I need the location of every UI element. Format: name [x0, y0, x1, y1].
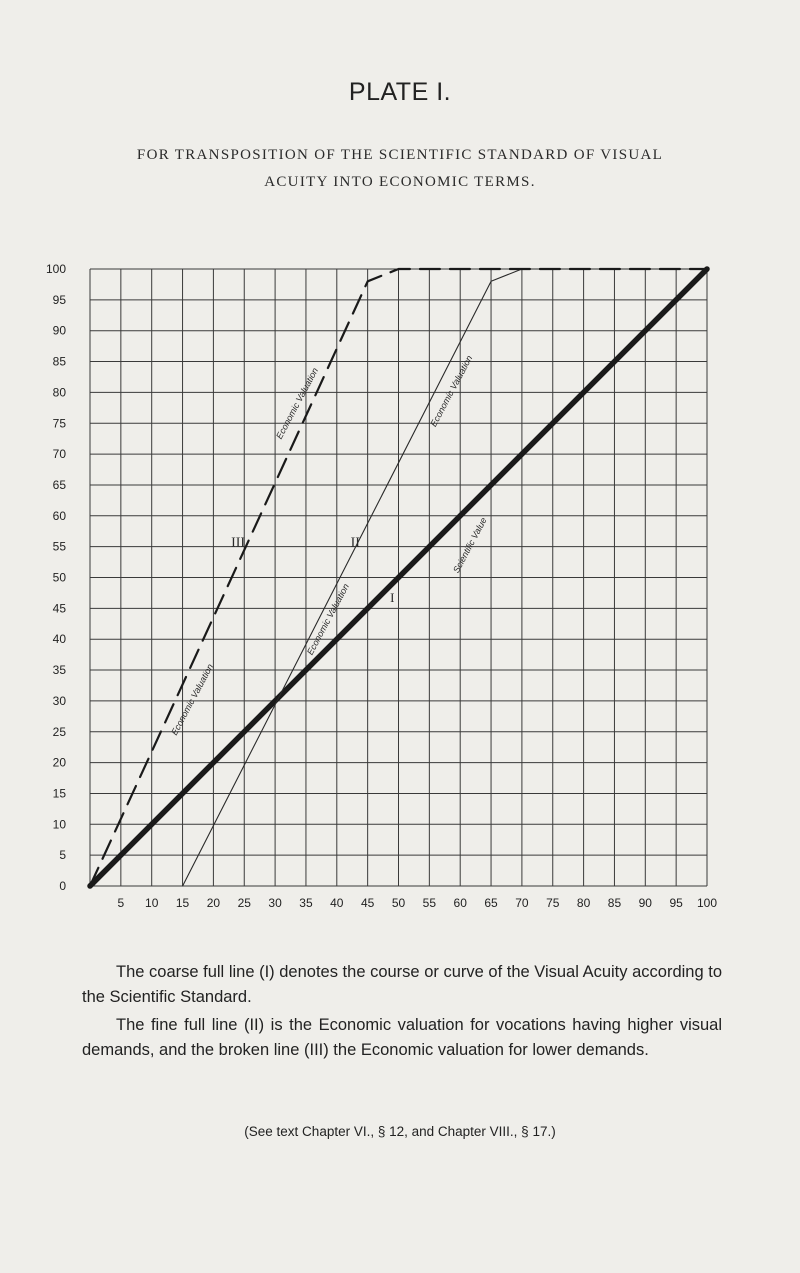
y-tick-label: 100 — [45, 262, 66, 276]
y-tick-label: 0 — [59, 879, 66, 893]
x-tick-label: 75 — [546, 896, 560, 910]
y-tick-label: 60 — [52, 508, 66, 523]
chart-annotation: I — [390, 590, 395, 606]
y-tick-label: 75 — [52, 416, 66, 431]
x-tick-label: 40 — [330, 896, 344, 910]
y-tick-label: 25 — [52, 724, 66, 739]
chart-annotation: Economic Valuation — [274, 366, 321, 441]
x-tick-label: 25 — [237, 896, 251, 910]
y-tick-label: 40 — [52, 632, 66, 647]
x-tick-label: 30 — [268, 896, 282, 910]
y-tick-label: 95 — [52, 292, 66, 307]
y-tick-label: 90 — [52, 323, 66, 338]
chart-annotation: Economic Valuation — [169, 662, 216, 737]
y-tick-label: 35 — [52, 663, 66, 678]
y-tick-label: 50 — [52, 570, 66, 585]
chart-annotation: Economic Valuation — [428, 353, 475, 429]
x-tick-label: 85 — [607, 896, 622, 910]
x-tick-label: 60 — [453, 896, 467, 910]
y-tick-label: 45 — [52, 601, 66, 616]
x-tick-label: 100 — [696, 896, 718, 910]
y-tick-label: 30 — [52, 693, 66, 708]
y-tick-label: 80 — [52, 385, 66, 400]
x-tick-label: 95 — [669, 896, 683, 910]
reference-note: (See text Chapter VI., § 12, and Chapter VIII., § 17.) — [244, 1124, 556, 1139]
y-tick-label: 85 — [52, 354, 66, 369]
x-tick-label: 45 — [360, 896, 375, 910]
x-tick-label: 35 — [299, 896, 313, 910]
y-tick-label: 15 — [52, 786, 66, 801]
x-tick-label: 20 — [206, 896, 221, 910]
subtitle-line-1: FOR TRANSPOSITION OF THE SCIENTIFIC STANDARD OF VISUAL — [136, 147, 664, 163]
caption-lines-ii-iii: The fine full line (II) is the Economic valuation for vocations having higher visual demands, and the broken line (III) the Economic valuation for lower demands. — [82, 1016, 722, 1059]
x-tick-label: 5 — [117, 896, 125, 910]
chart-annotations — [169, 354, 488, 737]
chart-annotation: Economic Valuation — [304, 581, 351, 657]
chart-annotation: Scientific Value — [451, 515, 489, 575]
x-tick-label: 15 — [175, 896, 190, 910]
y-tick-label: 10 — [52, 817, 66, 832]
subtitle-line-2: ACUITY INTO ECONOMIC TERMS. — [264, 174, 536, 190]
chart-annotation: II — [350, 535, 360, 551]
x-tick-label: 55 — [422, 896, 437, 910]
caption-line-i: The coarse full line (I) denotes the course or curve of the Visual Acuity according to the Scientific Standard. — [82, 963, 722, 1006]
plate-title: PLATE I. — [348, 78, 452, 106]
y-tick-label: 70 — [52, 447, 66, 462]
x-tick-label: 10 — [145, 896, 159, 910]
x-tick-label: 70 — [515, 896, 529, 910]
y-tick-label: 20 — [52, 755, 66, 770]
x-tick-label: 90 — [638, 896, 652, 910]
x-tick-label: 50 — [391, 896, 406, 910]
y-tick-label: 5 — [59, 848, 66, 863]
x-tick-label: 65 — [484, 896, 498, 910]
y-tick-label: 55 — [52, 539, 66, 554]
chart-annotation: III — [231, 535, 246, 551]
x-tick-label: 80 — [576, 896, 591, 910]
y-tick-label: 65 — [52, 477, 66, 492]
